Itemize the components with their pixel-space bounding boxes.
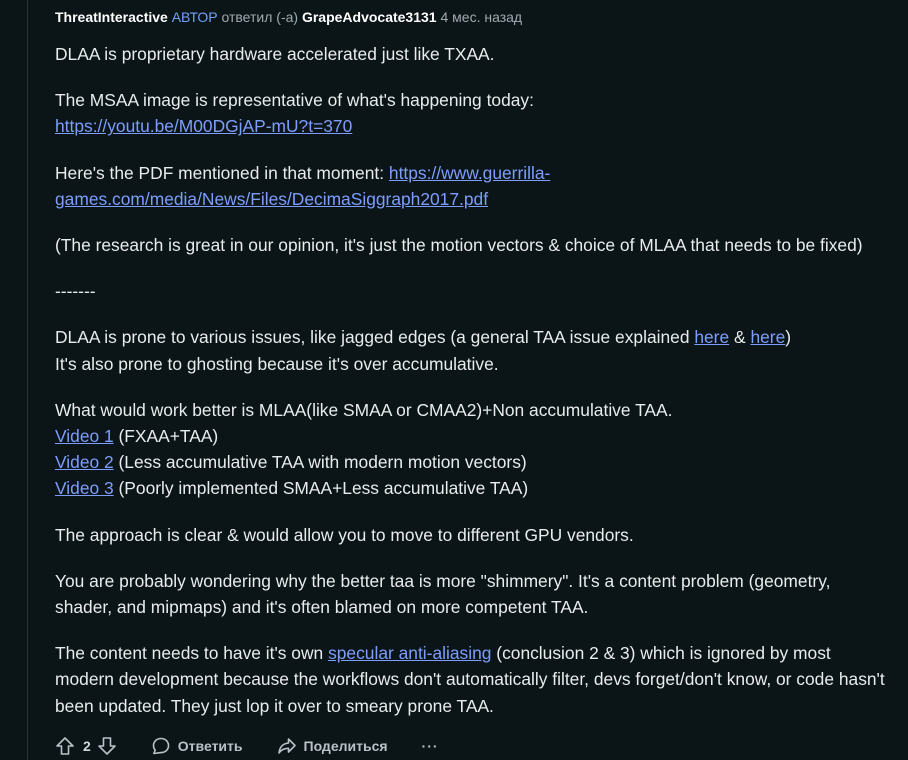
action-text: ответил (-а) (221, 9, 299, 25)
separator: ------- (55, 281, 96, 302)
paragraph-9: You are probably wondering why the better taa is more "shimmery". It's a content problem (geometry, shader, and mipmaps) and it's often blamed on more competent TAA. (55, 570, 831, 618)
thread-line (27, 0, 28, 760)
upvote-button[interactable] (55, 736, 75, 756)
downvote-button[interactable] (97, 736, 117, 756)
paragraph-2-text: The MSAA image is representative of what's happening today: (55, 90, 534, 111)
reply-button[interactable] (151, 736, 243, 756)
video-3-desc: (Poorly implemented SMAA+Less accumulative TAA) (118, 478, 529, 499)
reply-to-user[interactable]: GrapeAdvocate3131 (301, 9, 437, 25)
author-name[interactable]: ThreatInteractive (55, 9, 168, 25)
pdf-link[interactable]: https://www.guerrilla-games.com/media/News/Files/DecimaSiggraph2017.pdf (55, 162, 551, 209)
paragraph-3 (55, 160, 885, 212)
comment-body (55, 41, 885, 739)
specular-aa-link[interactable]: specular anti-aliasing (328, 643, 492, 664)
paragraph-10 (55, 640, 885, 719)
paragraph-1: DLAA is proprietary hardware accelerated just like TXAA. (55, 44, 495, 64)
timestamp[interactable]: 4 мес. назад (440, 9, 523, 25)
close-paren: ) (785, 327, 792, 348)
here-link-1[interactable]: here (694, 327, 730, 348)
share-arrow-icon (277, 736, 297, 756)
vote-count: 2 (83, 738, 91, 754)
video-2-link[interactable]: Video 2 (55, 452, 114, 473)
paragraph-8: The approach is clear & would allow you to move to different GPU vendors. (55, 524, 634, 545)
paragraph-10-text-a: The content needs to have it's own (55, 643, 324, 664)
paragraph-4: (The research is great in our opinion, it's just the motion vectors & choice of MLAA that needs to be fixed) (55, 235, 863, 256)
ampersand: & (734, 327, 746, 348)
arrow-up-icon (55, 736, 75, 756)
paragraph-10-text-b: (conclusion 2 & 3) which is ignored by most modern development because the workflows don't automatically filter, devs forget/don't know, or code hasn't been updated. They just lop it over to smeary prone TAA. (55, 643, 885, 716)
here-link-2[interactable]: here (750, 327, 786, 348)
comment-actions (55, 734, 439, 758)
share-button[interactable] (277, 736, 388, 756)
paragraph-2 (55, 87, 885, 139)
paragraph-3-text: Here's the PDF mentioned in that moment: (55, 162, 385, 183)
video-1-desc: (FXAA+TAA) (118, 426, 219, 447)
video-3-link[interactable]: Video 3 (55, 478, 114, 499)
arrow-down-icon (97, 736, 117, 756)
youtube-link[interactable]: https://youtu.be/M00DGjAP-mU?t=370 (55, 116, 353, 137)
video-1-link[interactable]: Video 1 (55, 426, 114, 447)
video-2-desc: (Less accumulative TAA with modern motion vectors) (118, 452, 527, 473)
paragraph-6 (55, 324, 885, 376)
comment-meta (55, 8, 522, 26)
op-badge: АВТОР (171, 9, 218, 25)
speech-bubble-icon (151, 736, 171, 756)
more-options-button[interactable]: ··· (421, 738, 439, 754)
paragraph-6-line-2: It's also prone to ghosting because it's over accumulative. (55, 353, 499, 374)
share-label: Поделиться (303, 738, 388, 754)
paragraph-7 (55, 397, 885, 502)
paragraph-7-line-1: What would work better is MLAA(like SMAA or CMAA2)+Non accumulative TAA. (55, 399, 673, 420)
reply-label: Ответить (177, 738, 243, 754)
paragraph-6-text: DLAA is prone to various issues, like jagged edges (a general TAA issue explained (55, 327, 690, 348)
